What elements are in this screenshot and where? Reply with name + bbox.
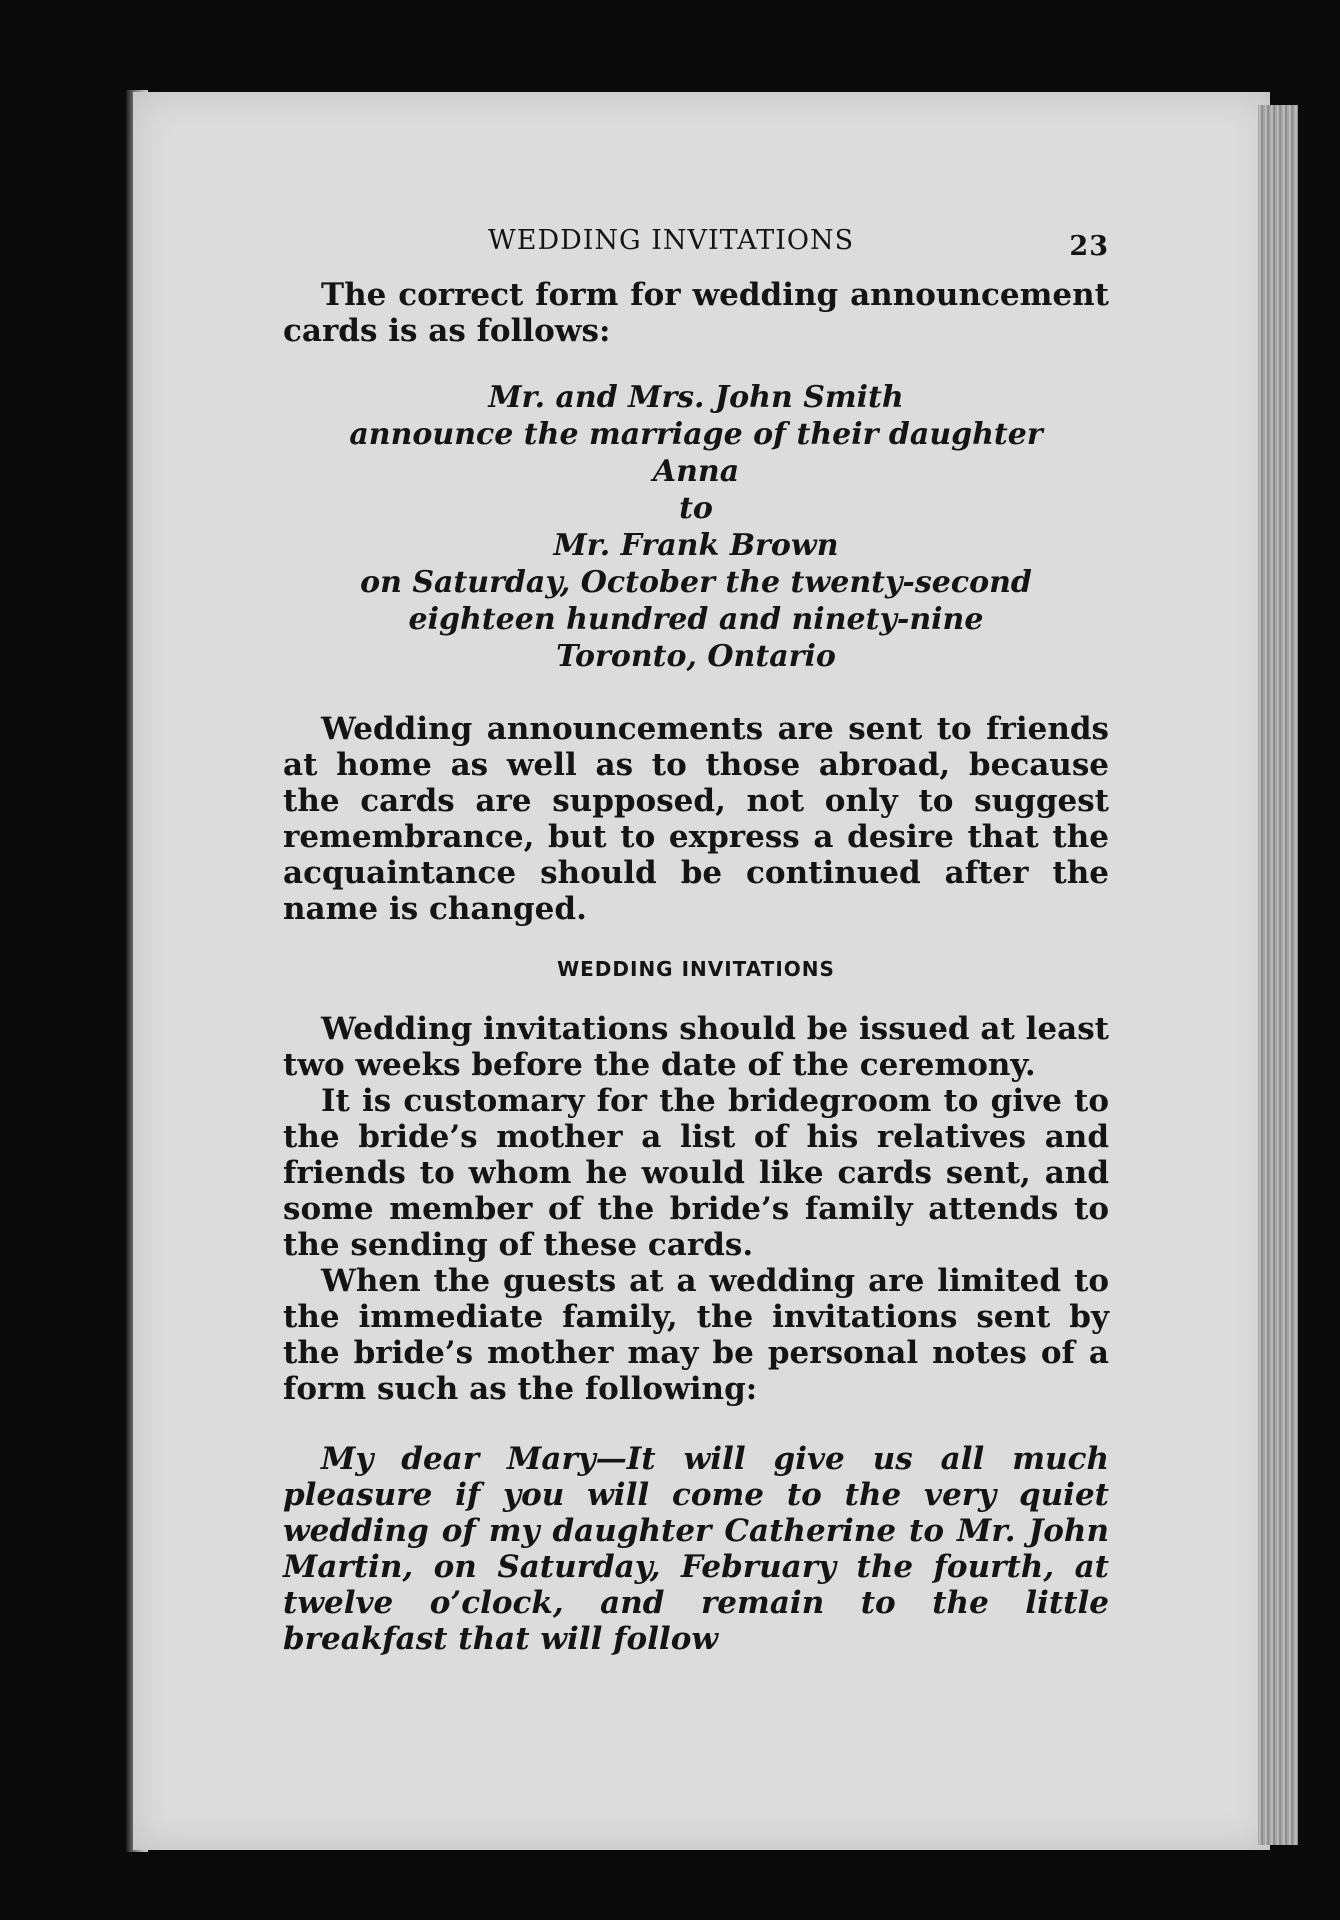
announcements-paragraph: Wedding announcements are sent to friends at home as well as to those abroad, because the cards are supposed, not only to suggest remembrance, but to express a desire that the acquaintance should be continued after the name is changed. bbox=[283, 711, 1109, 927]
invitations-paragraph-3: When the guests at a wedding are limited to the immediate family, the invitations sent by the bride’s mother may be personal notes of a form such as the following: bbox=[283, 1263, 1109, 1407]
announcement-line-groom: Mr. Frank Brown bbox=[553, 528, 839, 563]
invitations-paragraph-1: Wedding invitations should be issued at least two weeks before the date of the ceremony. bbox=[283, 1011, 1109, 1083]
invitations-paragraph-2: It is customary for the bridegroom to give to the bride’s mother a list of his relatives and friends to whom he would like cards sent, and some member of the bride’s family attends to the sending of these cards. bbox=[283, 1083, 1109, 1263]
announcement-line-date: on Saturday, October the twenty-second bbox=[360, 565, 1032, 600]
announcement-line-to: to bbox=[679, 491, 713, 526]
announcement-line-parents: Mr. and Mrs. John Smith bbox=[488, 380, 904, 415]
announcement-line-place: Toronto, Ontario bbox=[556, 639, 836, 674]
intro-paragraph: The correct form for wedding announcement cards is as follows: bbox=[283, 277, 1109, 349]
announcement-card-sample bbox=[283, 379, 1109, 675]
running-head bbox=[283, 225, 1109, 265]
section-heading: WEDDING INVITATIONS bbox=[557, 957, 835, 981]
page-number: 23 bbox=[1069, 231, 1109, 262]
announcement-line-announce: announce the marriage of their daughter bbox=[349, 417, 1043, 452]
announcement-line-year: eighteen hundred and ninety-nine bbox=[408, 602, 984, 637]
announcement-line-bride: Anna bbox=[652, 454, 740, 489]
running-head-title: WEDDING INVITATIONS bbox=[488, 225, 855, 256]
page-text-block bbox=[283, 225, 1109, 1657]
sample-invitation-note: My dear Mary—It will give us all much pleasure if you will come to the very quiet wedding of my daughter Catherine to Mr. John Martin, on Saturday, February the fourth, at twelve o’clock, and remain to the little breakfast that will follow bbox=[283, 1441, 1109, 1657]
page-stack-edge bbox=[1258, 105, 1298, 1845]
